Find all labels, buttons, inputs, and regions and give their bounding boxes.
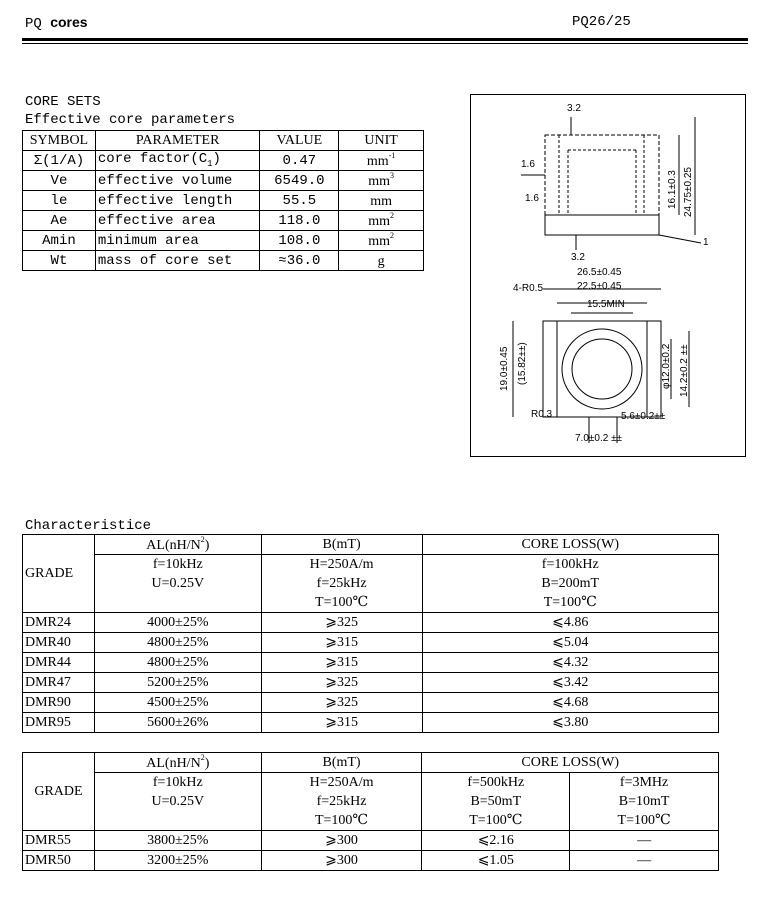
table-row — [23, 713, 719, 733]
dim-r03: R0.3 — [531, 409, 553, 420]
core-drawing-svg — [471, 95, 745, 456]
al-header — [94, 535, 261, 555]
loss-cell: ⩽3.42 — [422, 673, 719, 693]
unit-text: mm — [368, 234, 391, 249]
grade-header: GRADE — [23, 535, 95, 613]
symbol-cell: Ve — [23, 171, 96, 191]
params-header-row — [23, 131, 424, 151]
al-cond-2: U=0.25V — [151, 794, 205, 809]
conditions-row — [23, 773, 719, 831]
parameter-cell: minimum area — [95, 231, 260, 251]
unit-text: mm — [370, 194, 393, 209]
conditions-row — [23, 555, 719, 613]
al-header-end: ) — [204, 756, 210, 771]
b-cond-3: T=100℃ — [314, 813, 369, 828]
params-table — [22, 130, 424, 271]
dim-16b: 1.6 — [525, 193, 539, 204]
table-row — [23, 171, 424, 191]
table-row — [23, 673, 719, 693]
unit-text: mm — [368, 174, 391, 189]
loss2-cond-1: f=3MHz — [619, 775, 669, 790]
loss-cell: ⩽5.04 — [422, 633, 719, 653]
unit-sup: 2 — [390, 211, 395, 220]
al-cell: 5600±26% — [94, 713, 261, 733]
loss2-cond-2: B=10mT — [618, 794, 670, 809]
dim-161: 16.1±0.3 — [667, 170, 678, 209]
loss-cell: ⩽4.86 — [422, 613, 719, 633]
grade-cell: DMR40 — [23, 633, 95, 653]
al-conditions — [94, 555, 261, 613]
al-header-sup: 2 — [200, 753, 205, 762]
table-row — [23, 851, 719, 871]
value-cell: 108.0 — [260, 231, 339, 251]
dim-1: 1 — [703, 237, 709, 248]
loss-cond-1: f=100kHz — [541, 557, 599, 572]
loss2-cell: — — [570, 831, 719, 851]
characteristics-table-2 — [22, 752, 719, 871]
loss-conditions — [422, 555, 719, 613]
grade-cell: DMR55 — [23, 831, 95, 851]
grade-cell: DMR44 — [23, 653, 95, 673]
loss-cell: ⩽4.32 — [422, 653, 719, 673]
header-right: PQ26/25 — [572, 14, 631, 30]
b-header: B(mT) — [261, 753, 422, 773]
header-row — [23, 753, 719, 773]
grade-cell: DMR50 — [23, 851, 95, 871]
al-cell: 4000±25% — [94, 613, 261, 633]
table-row — [23, 633, 719, 653]
loss1-conditions — [422, 773, 570, 831]
loss1-cond-1: f=500kHz — [467, 775, 525, 790]
header-left — [25, 14, 88, 32]
value-cell: 55.5 — [260, 191, 339, 211]
header-bold: cores — [50, 14, 88, 30]
loss2-cell: — — [570, 851, 719, 871]
value-cell: 6549.0 — [260, 171, 339, 191]
characteristics-title: Characteristice — [25, 518, 152, 534]
loss-cell: ⩽4.68 — [422, 693, 719, 713]
b-cond-3: T=100℃ — [315, 595, 369, 610]
loss1-cell: ⩽2.16 — [422, 831, 570, 851]
b-cell: ⩾325 — [261, 613, 422, 633]
loss-cond-3: T=100℃ — [543, 595, 597, 610]
loss-header: CORE LOSS(W) — [422, 535, 719, 555]
unit-sup: -1 — [388, 151, 396, 160]
table-row — [23, 251, 424, 271]
col-value: VALUE — [260, 131, 339, 151]
b-cell: ⩾325 — [261, 673, 422, 693]
symbol-cell: Σ(1/A) — [23, 151, 96, 171]
table-row — [23, 151, 424, 171]
al-header-end: ) — [204, 538, 210, 553]
al-cell: 4500±25% — [94, 693, 261, 713]
b-header: B(mT) — [261, 535, 422, 555]
al-cell: 4800±25% — [94, 633, 261, 653]
parameter-cell: mass of core set — [95, 251, 260, 271]
unit-cell — [339, 151, 424, 171]
loss-header: CORE LOSS(W) — [422, 753, 719, 773]
dim-1582: (15.82±±) — [517, 342, 528, 385]
table-row — [23, 693, 719, 713]
b-conditions — [261, 555, 422, 613]
unit-text: g — [377, 254, 385, 269]
b-cell: ⩾315 — [261, 713, 422, 733]
loss1-cell: ⩽1.05 — [422, 851, 570, 871]
unit-sup: 2 — [390, 231, 395, 240]
b-cell: ⩾300 — [261, 831, 422, 851]
bottom-outer-circle — [562, 329, 642, 409]
col-unit: UNIT — [339, 131, 424, 151]
header-rule-thin — [22, 43, 748, 44]
top-base — [545, 215, 659, 235]
dim-32-bottom: 3.2 — [571, 252, 585, 263]
al-cell: 3200±25% — [94, 851, 261, 871]
table-row — [23, 613, 719, 633]
dim-2475: 24.75±0.25 — [683, 167, 694, 217]
value-cell: 0.47 — [260, 151, 339, 171]
al-header-sup: 2 — [200, 535, 205, 544]
unit-cell — [339, 251, 424, 271]
grade-cell: DMR90 — [23, 693, 95, 713]
al-cond-1: f=10kHz — [152, 775, 203, 790]
bottom-outline — [543, 321, 661, 417]
table-row — [23, 231, 424, 251]
dim-56: 5.6±0.2±± — [621, 411, 666, 422]
dim-190: 19.0±0.45 — [499, 346, 510, 391]
parameter-cell — [95, 151, 260, 171]
dim-142: 14.2±0.2 ±± — [679, 344, 690, 397]
bottom-center-leg — [572, 339, 632, 399]
header-rule-thick — [22, 38, 748, 41]
col-parameter: PARAMETER — [95, 131, 260, 151]
header-row — [23, 535, 719, 555]
value-cell: ≈36.0 — [260, 251, 339, 271]
parameter-cell: effective area — [95, 211, 260, 231]
symbol-cell: Amin — [23, 231, 96, 251]
grade-header: GRADE — [23, 753, 95, 831]
table-row — [23, 211, 424, 231]
b-cell: ⩾315 — [261, 653, 422, 673]
symbol-cell: Wt — [23, 251, 96, 271]
al-cell: 5200±25% — [94, 673, 261, 693]
loss2-conditions — [570, 773, 719, 831]
core-drawing — [470, 94, 746, 457]
parameter-cell: effective volume — [95, 171, 260, 191]
parameter-end: ) — [212, 151, 221, 168]
dim-155: 15.5MIN — [587, 299, 625, 310]
unit-cell — [339, 231, 424, 251]
dim-265: 26.5±0.45 — [577, 267, 622, 278]
col-symbol: SYMBOL — [23, 131, 96, 151]
symbol-cell: Ae — [23, 211, 96, 231]
dim-225: 22.5±0.45 — [577, 281, 622, 292]
parameter-subscript: 1 — [207, 158, 213, 169]
al-conditions — [94, 773, 261, 831]
header-prefix: PQ — [25, 16, 42, 32]
unit-sup: 3 — [390, 171, 395, 180]
b-cond-2: f=25kHz — [316, 576, 367, 591]
b-cell: ⩾325 — [261, 693, 422, 713]
grade-cell: DMR95 — [23, 713, 95, 733]
loss1-cond-2: B=50mT — [470, 794, 522, 809]
symbol-cell: le — [23, 191, 96, 211]
b-cond-1: H=250A/m — [309, 775, 374, 790]
grade-cell: DMR24 — [23, 613, 95, 633]
parameter-text: core factor(C — [97, 151, 208, 168]
characteristics-table-1 — [22, 534, 719, 733]
value-cell: 118.0 — [260, 211, 339, 231]
loss2-cond-3: T=100℃ — [617, 813, 671, 828]
dim-32-top: 3.2 — [567, 103, 581, 114]
al-header-text: AL(nH/N — [146, 538, 201, 553]
unit-text: mm — [366, 154, 389, 169]
al-cell: 3800±25% — [94, 831, 261, 851]
table-row — [23, 653, 719, 673]
dim-16: 1.6 — [521, 159, 535, 170]
core-sets-title: CORE SETS — [25, 94, 101, 110]
unit-cell — [339, 191, 424, 211]
al-cond-2: U=0.25V — [151, 576, 205, 591]
grade-cell: DMR47 — [23, 673, 95, 693]
top-outline — [545, 135, 659, 235]
loss-cond-2: B=200mT — [541, 576, 600, 591]
unit-text: mm — [368, 214, 391, 229]
b-cond-1: H=250A/m — [309, 557, 374, 572]
al-header-text: AL(nH/N — [146, 756, 201, 771]
dim-line-1 — [659, 235, 701, 243]
effective-params-title: Effective core parameters — [25, 112, 236, 128]
parameter-cell: effective length — [95, 191, 260, 211]
loss1-cond-3: T=100℃ — [469, 813, 523, 828]
al-cell: 4800±25% — [94, 653, 261, 673]
table-row — [23, 831, 719, 851]
b-cell: ⩾300 — [261, 851, 422, 871]
loss-cell: ⩽3.80 — [422, 713, 719, 733]
dim-r05: 4-R0.5 — [513, 283, 544, 294]
unit-cell — [339, 211, 424, 231]
dim-120: φ12.0±0.2 — [661, 343, 672, 389]
al-header — [94, 753, 261, 773]
al-cond-1: f=10kHz — [152, 557, 203, 572]
b-conditions — [261, 773, 422, 831]
b-cell: ⩾315 — [261, 633, 422, 653]
dim-70: 7.0±0.2 ±± — [575, 433, 623, 444]
b-cond-2: f=25kHz — [316, 794, 367, 809]
unit-cell — [339, 171, 424, 191]
table-row — [23, 191, 424, 211]
